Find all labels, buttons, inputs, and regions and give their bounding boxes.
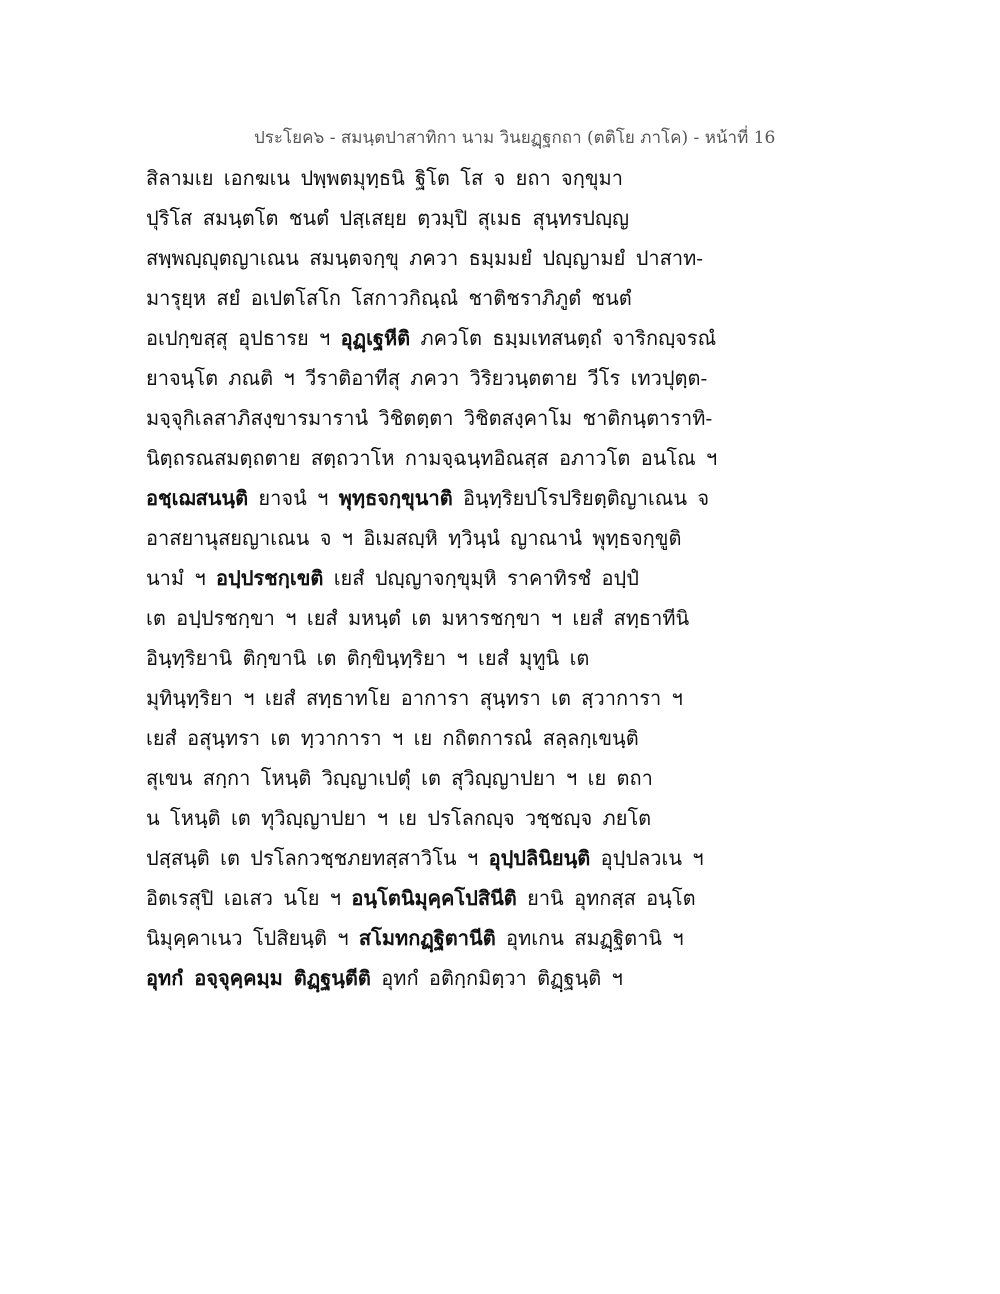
text-span: อินฺทฺริยานิ ติกฺขานิ เต ติกฺขินฺทฺริยา ฯ เยสํ มุทูนิ เต — [146, 646, 590, 670]
bold-term: อุปฺปลินิยนฺติ — [488, 846, 591, 870]
text-span: ยานิ อุทกสฺส อนฺโต — [516, 886, 696, 910]
text-span: ปสฺสนฺติ เต ปรโลกวชฺชภยทสฺสาวิโน ฯ — [146, 846, 489, 870]
text-line — [146, 678, 726, 718]
text-span: อิตเรสุปิ เอเสว นโย ฯ — [146, 886, 352, 910]
text-line — [146, 438, 726, 478]
bold-term: อุทกํ อจฺจุคฺคมฺม ติฏฺฐนฺตีติ — [146, 966, 371, 990]
text-line — [146, 638, 726, 678]
bold-term: อชฺเฌสนนฺติ — [146, 486, 249, 510]
text-span: สพฺพญฺญุตญาเณน สมนฺตจกฺขุ ภควา ธมฺมมยํ ปญฺญามยํ ปาสาท- — [146, 246, 704, 270]
text-span: อุทเกน สมฏฺฐิตานิ ฯ — [495, 926, 684, 950]
text-line — [146, 798, 726, 838]
bold-term: อนฺโตนิมุคฺคโปสินีติ — [351, 886, 517, 910]
bold-term: พุทฺธจกฺขุนาติ — [338, 486, 453, 510]
text-span: เยสํ อสุนฺทรา เต ทฺวาการา ฯ เย กถิตการณํ สลฺลกฺเขนฺติ — [146, 726, 639, 750]
text-span: อุปฺปลวเน ฯ — [590, 846, 704, 870]
text-line — [146, 318, 726, 358]
text-span: นิมุคฺคาเนว โปสิยนฺติ ฯ — [146, 926, 359, 950]
text-span: อินฺทฺริยปโรปริยตฺติญาเณน จ — [452, 486, 710, 510]
text-span: นิตฺถรณสมตฺถตาย สตฺถวาโห กามจฺฉนฺทอิณสฺส อภาวโต อนโณ ฯ — [146, 446, 718, 470]
text-span: นามํ ฯ — [146, 566, 217, 590]
text-line — [146, 478, 726, 518]
text-span: ยาจนฺโต ภณติ ฯ วีราติอาทีสุ ภควา วิริยวนฺตตาย วีโร เทวปุตฺต- — [146, 366, 708, 390]
text-span: สิลามเย เอกฆเน ปพฺพตมุทฺธนิ ฐิโต โส จ ยถา จกฺขุมา — [146, 166, 623, 190]
text-line — [146, 198, 726, 238]
text-line — [146, 598, 726, 638]
text-span: ยาจนํ ฯ — [248, 486, 339, 510]
bold-term: อุฏฺเฐหีติ — [340, 326, 411, 350]
text-line — [146, 158, 726, 198]
text-line — [146, 718, 726, 758]
text-span: มารุยฺห สยํ อเปตโสโก โสกาวกิณฺณํ ชาติชราภิภูตํ ชนตํ — [146, 286, 632, 310]
text-line — [146, 838, 726, 878]
text-line — [146, 518, 726, 558]
text-line — [146, 558, 726, 598]
text-span: อุทกํ อติกฺกมิตฺวา ติฏฺฐนฺติ ฯ — [370, 966, 623, 990]
text-span: อาสยานุสยญาเณน จ ฯ อิเมสญฺหิ ทฺวินฺนํ ญาณานํ พุทฺธจกฺขูติ — [146, 526, 682, 550]
text-line — [146, 918, 726, 958]
text-span: ปุริโส สมนฺตโต ชนตํ ปสฺเสยฺย ตฺวมฺปิ สุเมธ สุนฺทรปญฺญ — [146, 206, 630, 230]
text-span: สุเขน สกฺกา โหนฺติ วิญฺญาเปตุํ เต สุวิญฺญาปยา ฯ เย ตถา — [146, 766, 653, 790]
text-span: มจฺจุกิเลสาภิสงฺขารมารานํ วิชิตตฺตา วิชิตสงฺคาโม ชาติกนฺตาราทิ- — [146, 406, 713, 430]
text-line — [146, 398, 726, 438]
body-text — [146, 158, 726, 998]
text-line — [146, 358, 726, 398]
text-span: อเปกฺขสฺสุ อุปธารย ฯ — [146, 326, 341, 350]
text-line — [146, 238, 726, 278]
text-line — [146, 958, 726, 998]
text-line — [146, 758, 726, 798]
text-span: เต อปฺปรชกฺขา ฯ เยสํ มหนฺตํ เต มหารชกฺขา ฯ เยสํ สทฺธาทีนิ — [146, 606, 690, 630]
text-line — [146, 878, 726, 918]
text-line — [146, 278, 726, 318]
page-header: ประโยค๖ - สมนฺตปาสาทิกา นาม วินยฏฺฐกถา (ตติโย ภาโค) - หน้าที่ 16 — [254, 128, 776, 148]
text-span: ภควโต ธมฺมเทสนตฺถํ จาริกญฺจรณํ — [410, 326, 717, 350]
bold-term: สโมทกฏฺฐิตานีติ — [358, 926, 496, 950]
text-span: มุทินฺทฺริยา ฯ เยสํ สทฺธาทโย อาการา สุนฺทรา เต สฺวาการา ฯ — [146, 686, 683, 710]
text-span: เยสํ ปญฺญาจกฺขุมฺหิ ราคาทิรชํ อปฺปํ — [323, 566, 639, 590]
bold-term: อปฺปรชกฺเขติ — [216, 566, 324, 590]
text-span: น โหนฺติ เต ทุวิญฺญาปยา ฯ เย ปรโลกญฺจ วชฺชญฺจ ภยโต — [146, 806, 652, 830]
